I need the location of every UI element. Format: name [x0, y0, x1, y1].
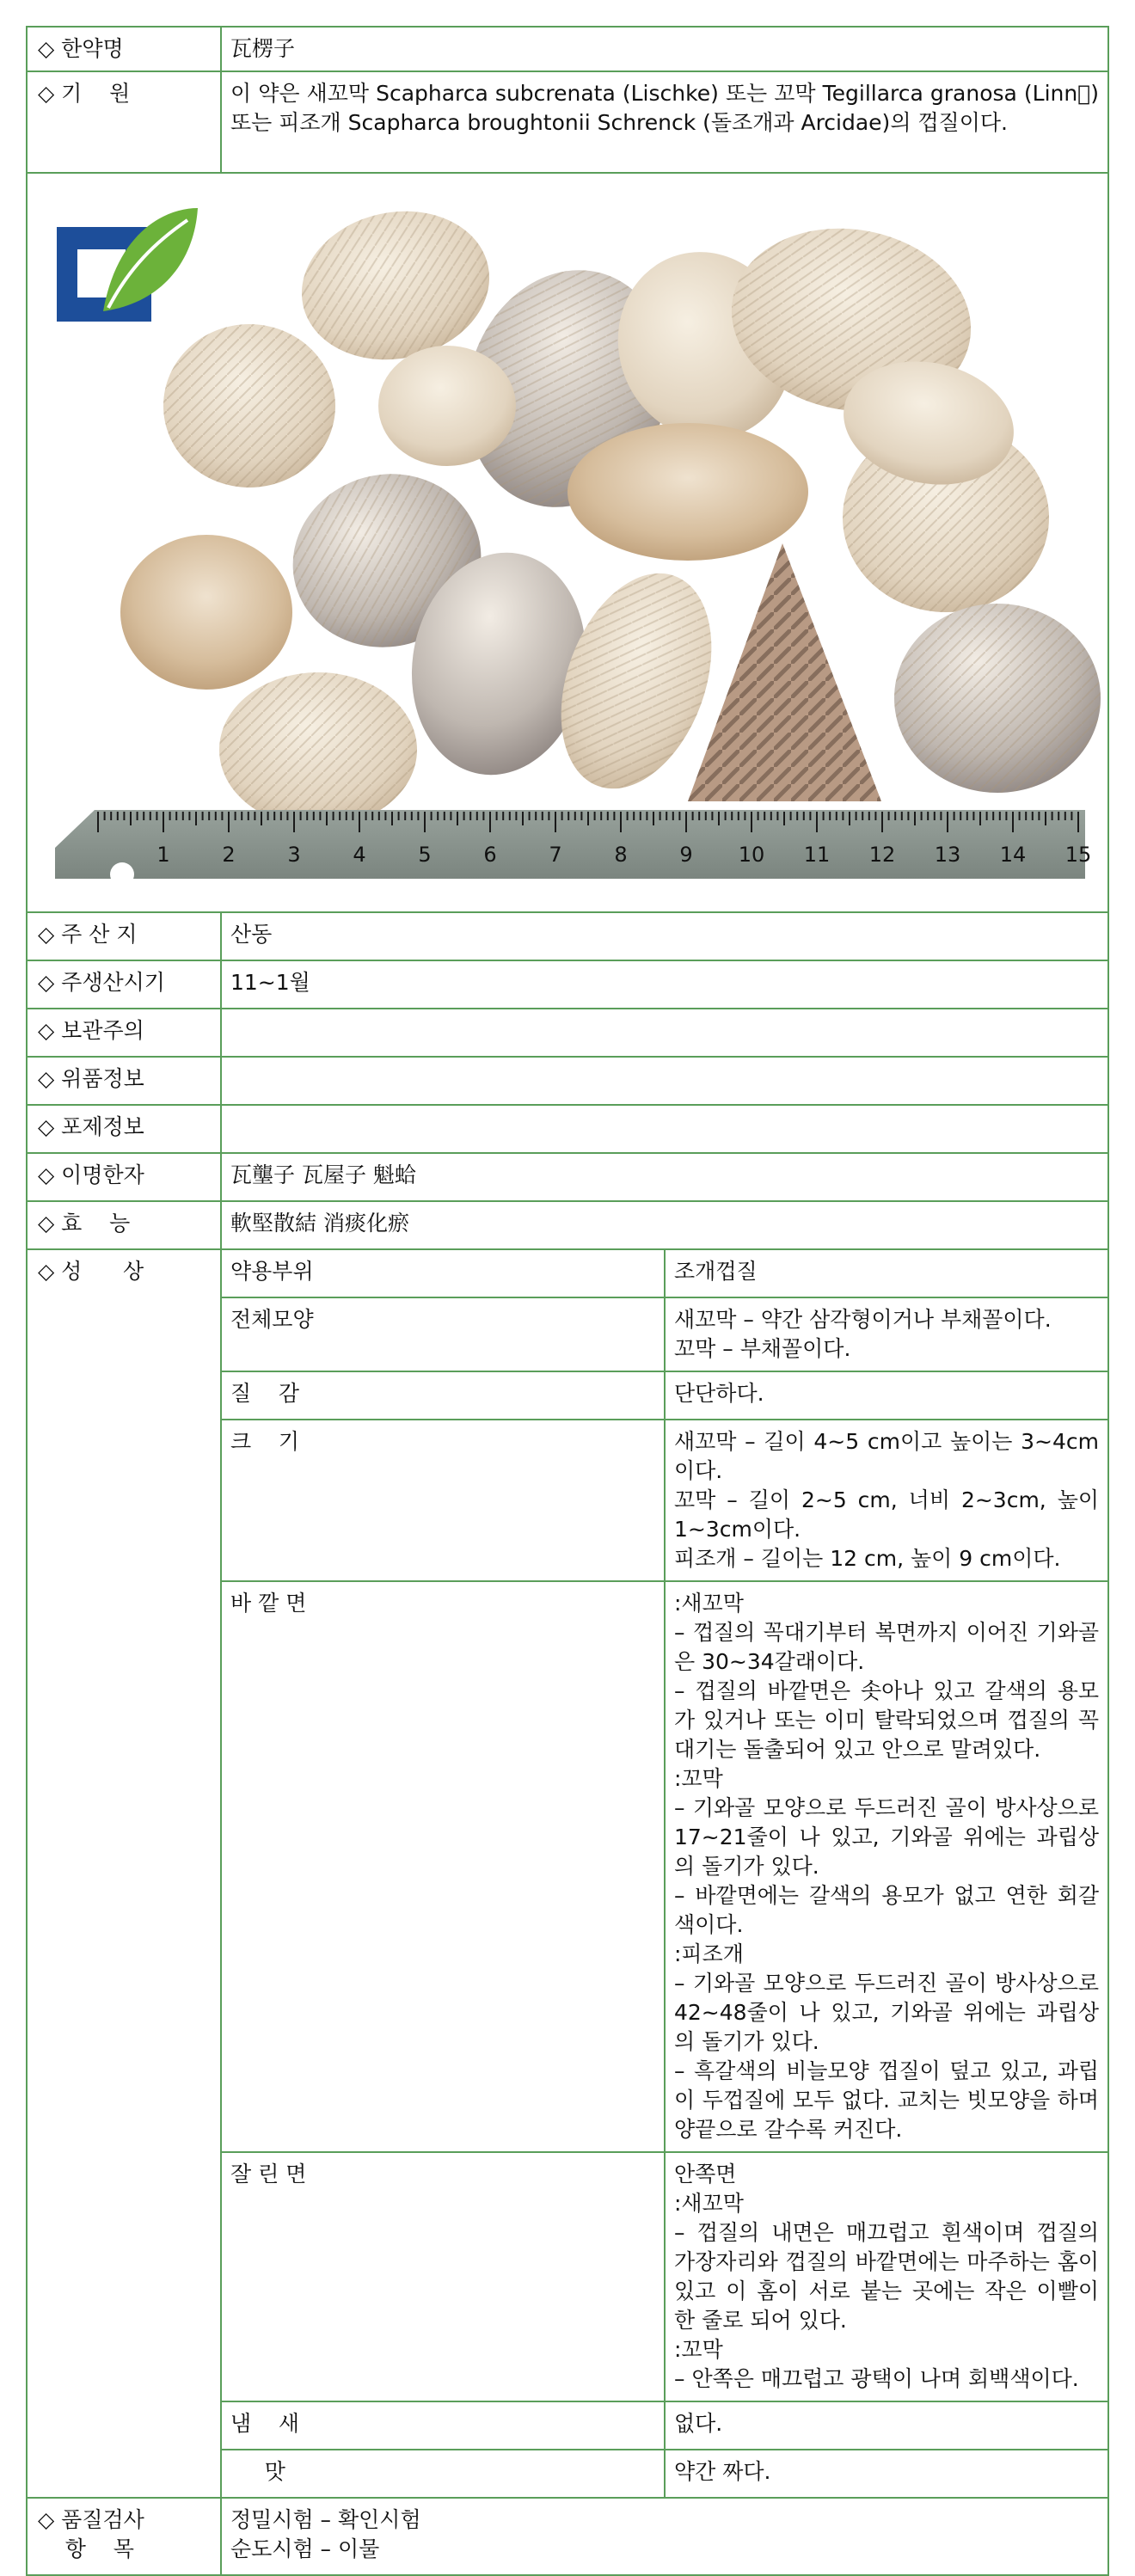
- info-value: 軟堅散結 消痰化瘀: [221, 1201, 1108, 1249]
- property-value: 단단하다.: [665, 1371, 1108, 1420]
- info-value: 산동: [221, 912, 1108, 960]
- origin-label: ◇ 기 원: [27, 71, 221, 173]
- ruler-number: 15: [1064, 843, 1092, 867]
- property-label: 맛: [221, 2450, 665, 2498]
- info-row: [27, 1105, 1108, 1153]
- info-row: [27, 912, 1108, 960]
- ruler-number: 5: [418, 843, 432, 867]
- info-label: ◇ 보관주의: [27, 1009, 221, 1057]
- origin-value: 이 약은 새꼬막 Scapharca subcrenata (Lischke) 또는 꼬막 Tegillarca granosa (Linn ) 또는 피조개 Scapharca broughtonii Schrenck (돌조개과 Arcidae)의 껍질이다.: [221, 71, 1108, 173]
- info-label: ◇ 포제정보: [27, 1105, 221, 1153]
- info-label: ◇ 이명한자: [27, 1153, 221, 1201]
- name-value: 瓦楞子: [221, 27, 1108, 71]
- info-value: [221, 1009, 1108, 1057]
- info-row: [27, 1057, 1108, 1105]
- info-label: ◇ 효 능: [27, 1201, 221, 1249]
- ruler-number: 14: [999, 843, 1027, 867]
- name-row: [27, 27, 1108, 71]
- info-label: ◇ 주생산시기: [27, 960, 221, 1009]
- property-row: [27, 1249, 1108, 1297]
- origin-row: [27, 71, 1108, 173]
- property-label: 질 감: [221, 1371, 665, 1420]
- quality-row: [27, 2498, 1108, 2575]
- property-value: 안쪽면 :새꼬막 – 껍질의 내면은 매끄럽고 흰색이며 껍질의 가장자리와 껍질의 바깥면에는 마주하는 홈이 있고 이 홈이 서로 붙는 곳에는 작은 이빨이 한 줄로 되어 있다. :꼬막 – 안쪽은 매끄럽고 광택이 나며 회백색이다.: [665, 2152, 1108, 2401]
- property-label: 크 기: [221, 1420, 665, 1581]
- ruler-number: 12: [868, 843, 896, 867]
- name-label: ◇ 한약명: [27, 27, 221, 71]
- ruler-number: 4: [353, 843, 366, 867]
- ruler-number: 11: [803, 843, 831, 867]
- header-table: [26, 26, 1109, 174]
- ruler: [55, 810, 1091, 886]
- property-value: 새꼬막 – 길이 4~5 cm이고 높이는 3~4cm이다. 꼬막 – 길이 2~5 cm, 너비 2~3cm, 높이 1~3cm이다. 피조개 – 길이는 12 cm, 높이 9 cm이다.: [665, 1420, 1108, 1581]
- info-row: [27, 1009, 1108, 1057]
- property-value: 새꼬막 – 약간 삼각형이거나 부채꼴이다. 꼬막 – 부채꼴이다.: [665, 1297, 1108, 1371]
- ruler-number: 9: [679, 843, 693, 867]
- info-label: ◇ 위품정보: [27, 1057, 221, 1105]
- ruler-number: 8: [614, 843, 628, 867]
- detail-table: [26, 911, 1109, 2576]
- specimen-photo-frame: [26, 174, 1109, 911]
- info-row: [27, 1201, 1108, 1249]
- info-value: [221, 1057, 1108, 1105]
- properties-label: ◇ 성 상: [27, 1249, 221, 2498]
- quality-label: ◇ 품질검사 항 목: [27, 2498, 221, 2575]
- property-value: 약간 짜다.: [665, 2450, 1108, 2498]
- ruler-number: 10: [738, 843, 765, 867]
- property-label: 냄 새: [221, 2401, 665, 2450]
- ruler-number: 2: [222, 843, 236, 867]
- info-row: [27, 960, 1108, 1009]
- property-value: 없다.: [665, 2401, 1108, 2450]
- info-value: 11~1월: [221, 960, 1108, 1009]
- ruler-number: 13: [934, 843, 961, 867]
- ruler-number: 1: [156, 843, 170, 867]
- property-label: 바 깥 면: [221, 1581, 665, 2152]
- ruler-number: 7: [549, 843, 562, 867]
- property-value: :새꼬막 – 껍질의 꼭대기부터 복면까지 이어진 기와골은 30~34갈래이다. – 껍질의 바깥면은 솟아나 있고 갈색의 용모가 있거나 또는 이미 탈락되었으며 껍질의 꼭대기는 돌출되어 있고 안으로 말려있다. :꼬막 – 기와골 모양으로 두드러진 골이 방사상으로 17~21줄이 나 있고, 기와골 위에는 과립상의 돌기가 있다. – 바깥면에는 갈색의 용모가 없고 연한 회갈색이다. :피조개 – 기와골 모양으로 두드러진 골이 방사상으로 42~48줄이 나 있고, 기와골 위에는 과립상의 돌기가 있다. – 흑갈색의 비늘모양 껍질이 덮고 있고, 과립이 두껍질에 모두 없다. 교치는 빗모양을 하며 양끝으로 갈수록 커진다.: [665, 1581, 1108, 2152]
- info-label: ◇ 주 산 지: [27, 912, 221, 960]
- specimen-photo: [34, 182, 1101, 903]
- info-row: [27, 1153, 1108, 1201]
- ruler-number: 3: [287, 843, 301, 867]
- property-value: 조개껍질: [665, 1249, 1108, 1297]
- ruler-number: 6: [483, 843, 497, 867]
- property-label: 잘 린 면: [221, 2152, 665, 2401]
- quality-value: 정밀시험 – 확인시험 순도시험 – 이물: [221, 2498, 1108, 2575]
- property-label: 약용부위: [221, 1249, 665, 1297]
- info-value: [221, 1105, 1108, 1153]
- info-value: 瓦壟子 瓦屋子 魁蛤: [221, 1153, 1108, 1201]
- property-label: 전체모양: [221, 1297, 665, 1371]
- herbal-document: [26, 26, 1109, 2576]
